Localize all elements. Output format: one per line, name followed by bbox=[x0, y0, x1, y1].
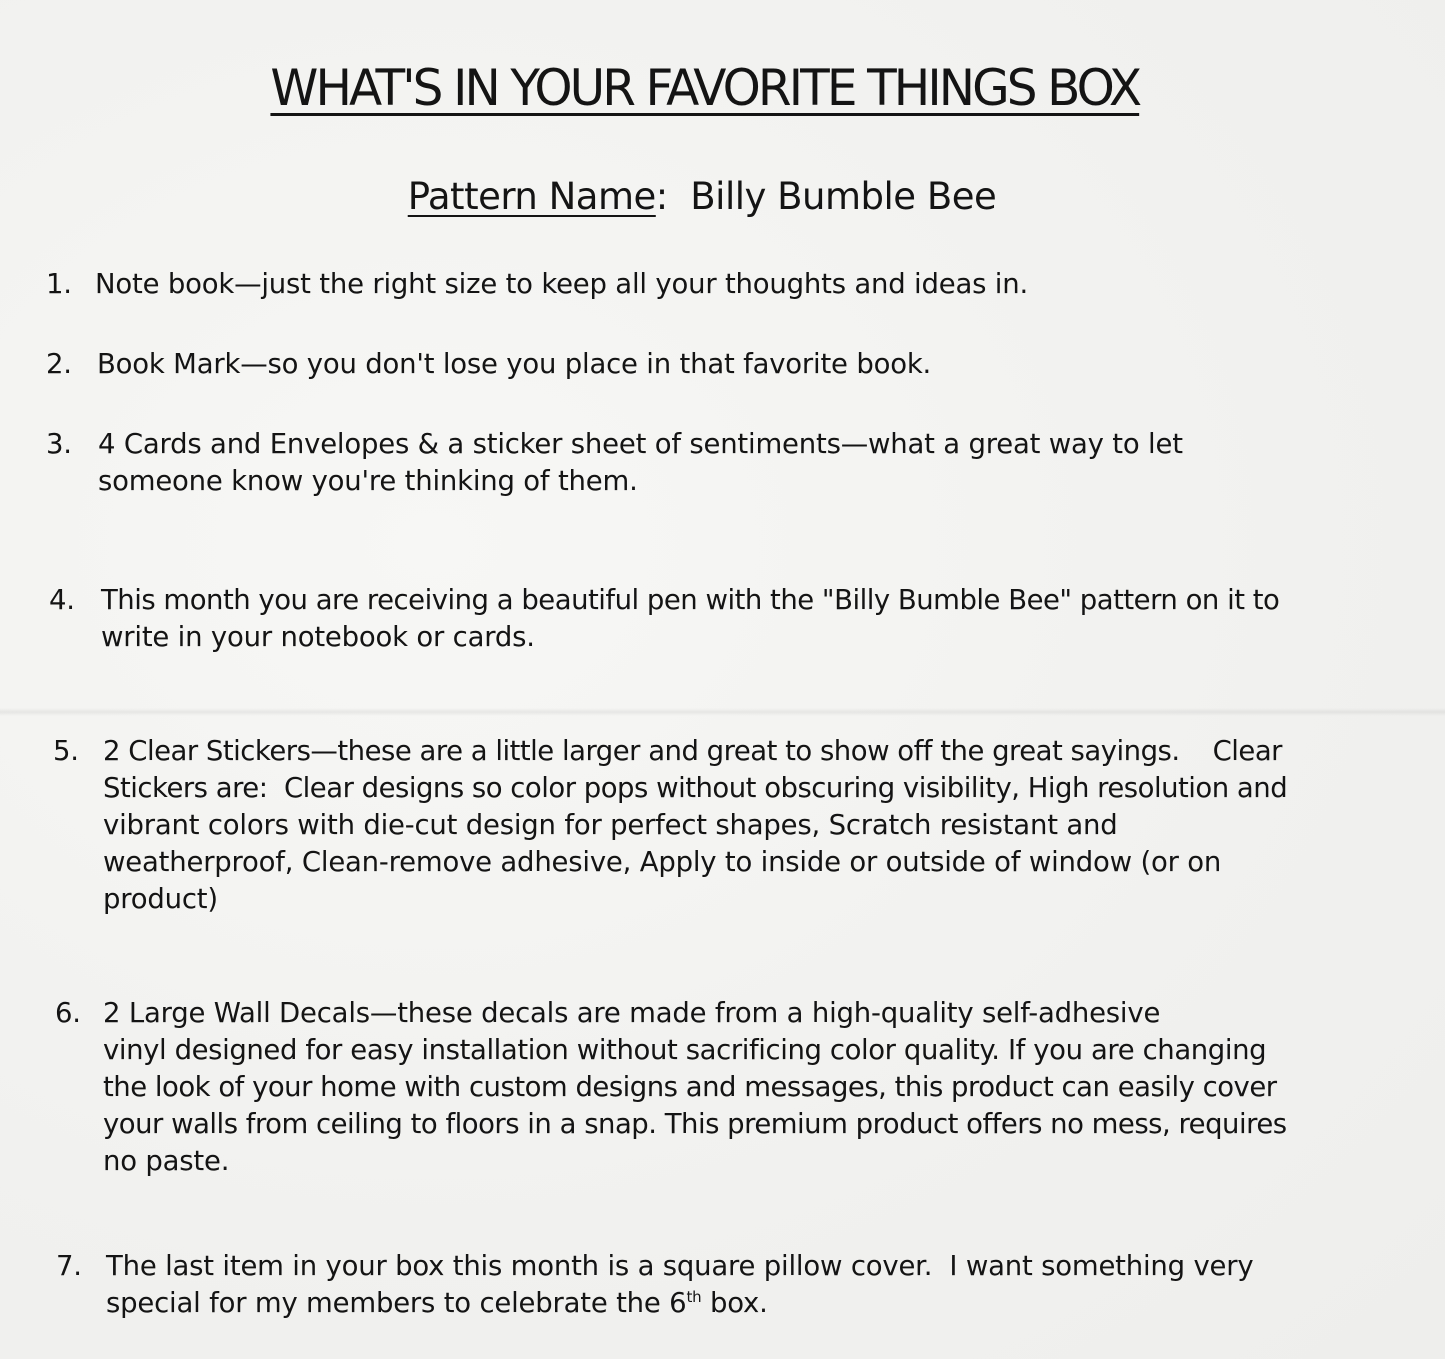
pattern-name-label: Pattern Name bbox=[407, 175, 656, 218]
pattern-name-line bbox=[0, 172, 1404, 222]
list-item-line: someone know you're thinking of them. bbox=[98, 465, 638, 497]
list-item-number: 3. bbox=[46, 428, 72, 460]
list-item-7 bbox=[56, 1248, 1406, 1322]
list-item-line: This month you are receiving a beautiful pen with the "Billy Bumble Bee" pattern on it to bbox=[101, 584, 1280, 616]
list-item-3 bbox=[46, 426, 1398, 500]
list-item-number: 6. bbox=[55, 997, 81, 1029]
list-item-line: write in your notebook or cards. bbox=[101, 621, 535, 653]
list-item-number: 1. bbox=[46, 268, 72, 300]
list-item-line: product) bbox=[103, 883, 218, 915]
pattern-name-value: Billy Bumble Bee bbox=[690, 175, 997, 218]
list-item-line: Stickers are: Clear designs so color pops without obscuring visibility, High resolution and bbox=[103, 772, 1288, 804]
list-item-4 bbox=[49, 582, 1421, 656]
list-item-line: 2 Large Wall Decals—these decals are made from a high-quality self-adhesive bbox=[103, 997, 1161, 1029]
list-item-text-part: box. bbox=[701, 1287, 768, 1319]
document-title bbox=[0, 52, 1410, 124]
list-item-number: 2. bbox=[46, 348, 72, 380]
list-item-line: weatherproof, Clean-remove adhesive, Apply to inside or outside of window (or on bbox=[103, 846, 1222, 878]
list-item-line: vibrant colors with die-cut design for perfect shapes, Scratch resistant and bbox=[103, 809, 1118, 841]
list-item-text: Book Mark—so you don't lose you place in that favorite book. bbox=[97, 348, 932, 380]
list-item-line: 2 Clear Stickers—these are a little larger and great to show off the great sayings. Clear bbox=[103, 735, 1282, 767]
list-item-number: 4. bbox=[49, 584, 75, 616]
pattern-name-separator: : bbox=[655, 175, 668, 218]
list-item-line: The last item in your box this month is a square pillow cover. I want something very bbox=[106, 1250, 1254, 1282]
ordinal-suffix: th bbox=[686, 1288, 702, 1306]
list-item-line: the look of your home with custom designs and messages, this product can easily cover bbox=[103, 1071, 1277, 1103]
list-item-text-part: special for my members to celebrate the 6 bbox=[106, 1287, 687, 1319]
list-item-line: 4 Cards and Envelopes & a sticker sheet of sentiments—what a great way to let bbox=[98, 428, 1183, 460]
list-item-line: your walls from ceiling to floors in a snap. This premium product offers no mess, requires bbox=[103, 1108, 1287, 1140]
list-item-line: vinyl designed for easy installation without sacrificing color quality. If you are changing bbox=[103, 1034, 1267, 1066]
list-item-2 bbox=[46, 346, 1397, 383]
list-item-number: 7. bbox=[56, 1250, 82, 1282]
list-item-text: Note book—just the right size to keep all your thoughts and ideas in. bbox=[95, 268, 1028, 300]
list-item-line: no paste. bbox=[103, 1145, 230, 1177]
list-item-line bbox=[106, 1285, 1406, 1322]
document-title-text: WHAT'S IN YOUR FAVORITE THINGS BOX bbox=[270, 59, 1140, 117]
list-item-5 bbox=[53, 733, 1423, 918]
list-item-6 bbox=[55, 995, 1423, 1180]
list-item-1 bbox=[46, 266, 1395, 303]
list-item-number: 5. bbox=[53, 735, 79, 767]
